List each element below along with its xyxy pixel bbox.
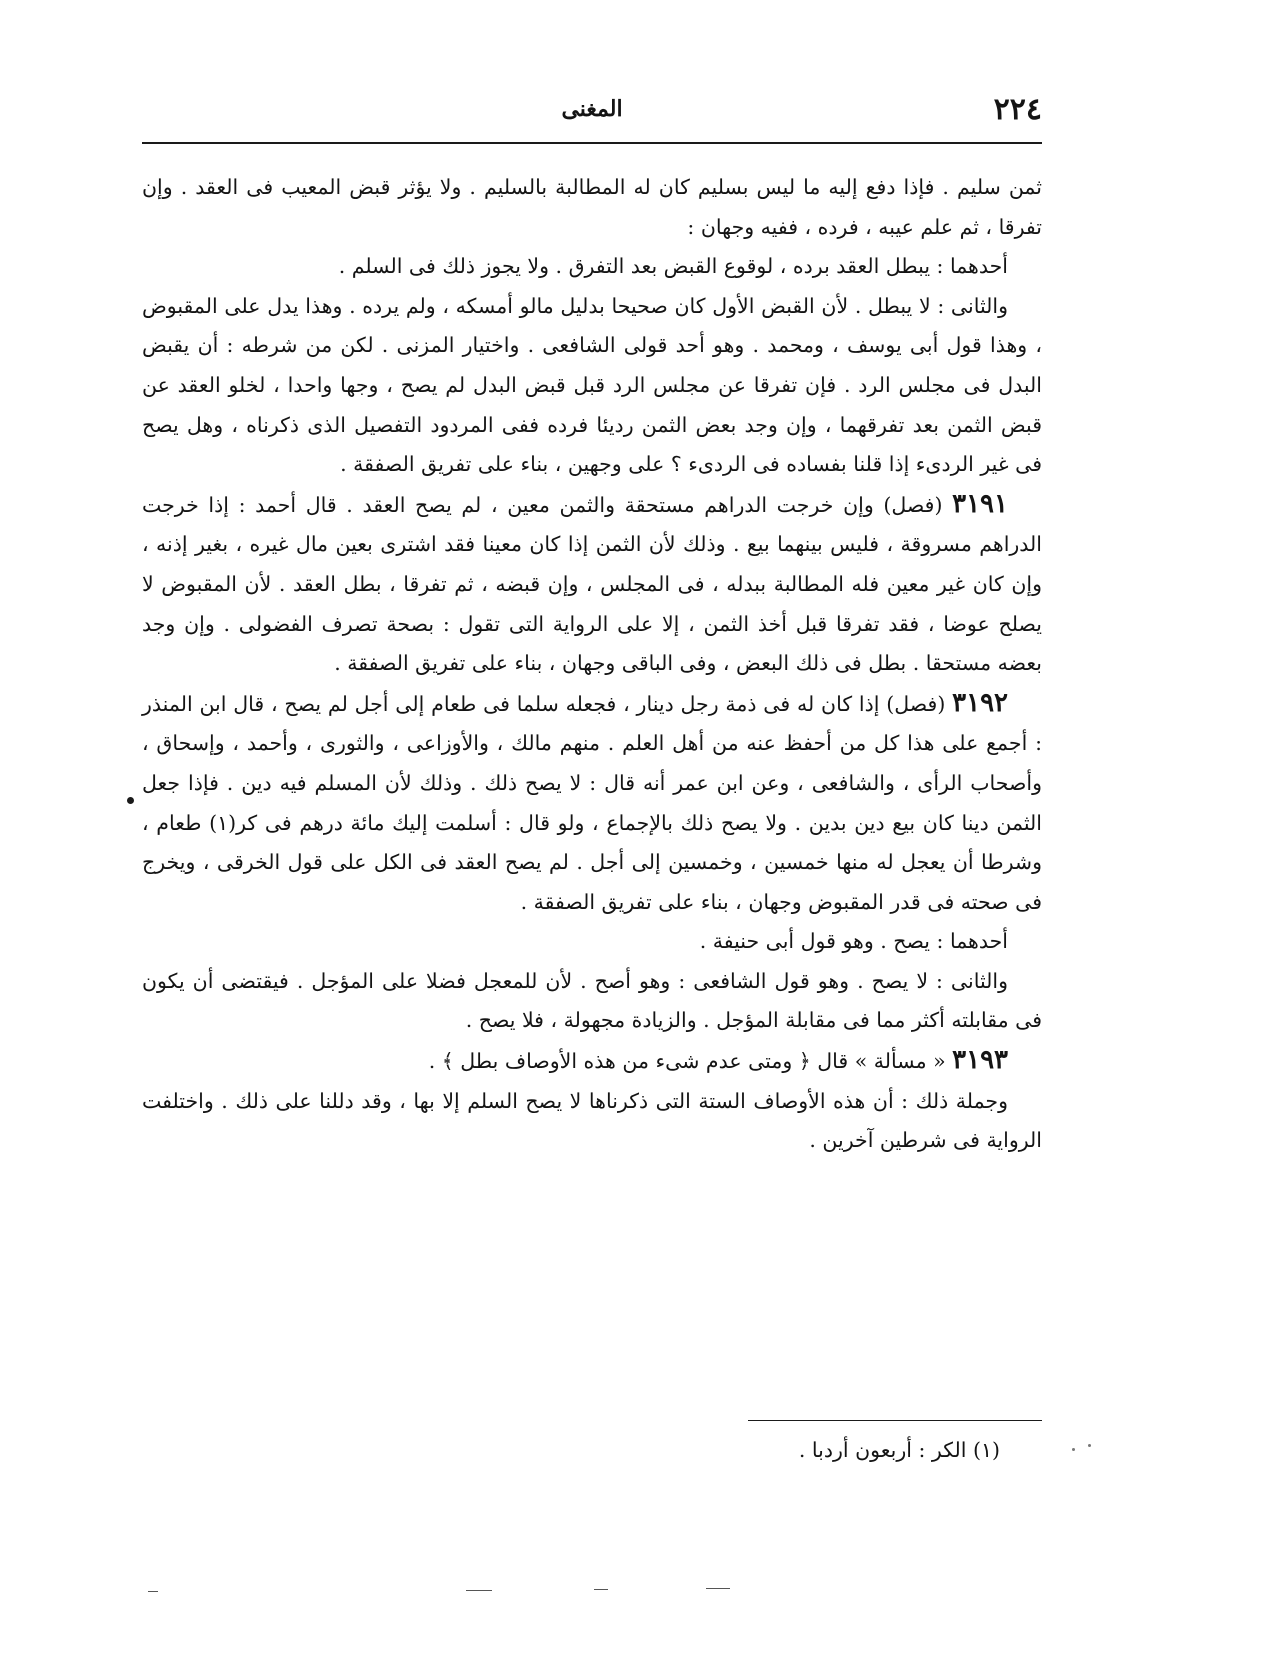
paragraph-section-3193 — [142, 1041, 1042, 1082]
section-number: ٣١٩٣ — [952, 1045, 1008, 1076]
paragraph: أحدهما : يبطل العقد برده ، لوقوع القبض بعد التفرق . ولا يجوز ذلك فى السلم . — [338, 254, 1008, 279]
paragraph-text: (فصل) وإن خرجت الدراهم مستحقة والثمن معين ، لم يصح العقد . قال أحمد : إذا خرجت الدراهم مسروقة ، فليس بينهما بيع . وذلك لأن الثمن إذا كان معينا فقد اشترى بعين مال غيره ، بغير إذنه ، وإن كان غير معين فله المطالبة ببدله ، فى المجلس ، وإن قبضه ، ثم تفرقا ، بطل العقد . لأن المقبوض لا يصلح عوضا ، فقد تفرقا قبل أخذ الثمن ، إلا على الرواية التى تقول : بصحة تصرف الفضولى . وإن وجد بعضه مستحقا . بطل فى ذلك البعض ، وفى الباقى وجهان ، بناء على تفريق الصفقة . — [142, 492, 1042, 676]
scan-artifact — [594, 1589, 608, 1590]
scan-artifact — [706, 1588, 730, 1589]
scan-artifact — [466, 1590, 492, 1591]
page-number: ٢٢٤ — [993, 92, 1042, 127]
margin-dot — [127, 797, 134, 804]
scan-artifact — [1072, 1448, 1075, 1451]
running-title: المغنى — [561, 96, 623, 122]
page-header — [142, 92, 1042, 138]
paragraph: والثانى : لا يصح . وهو قول الشافعى : وهو أصح . لأن للمعجل فضلا على المؤجل . فيقتضى أن يكون فى مقابلته أكثر مما فى مقابلة المؤجل . والزيادة مجهولة ، فلا يصح . — [142, 968, 1042, 1033]
paragraph-text: (فصل) إذا كان له فى ذمة رجل دينار ، فجعله سلما فى طعام إلى أجل لم يصح ، قال ابن المنذر : أجمع على هذا كل من أحفظ عنه من أهل العلم . منهم مالك ، والأوزاعى ، والثورى ، وأحمد ، وإسحاق ، وأصحاب الرأى ، والشافعى ، وعن ابن عمر أنه قال : لا يصح ذلك . وذلك لأن المسلم فيه دين . فإذا جعل الثمن دينا كان بيع دين بدين . ولا يصح ذلك بالإجماع ، ولو قال : أسلمت إليك مائة درهم فى كر(١) طعام ، وشرطا أن يعجل له منها خمسين ، وخمسين إلى أجل . لم يصح العقد فى الكل على قول الخرقى ، ويخرج فى صحته فى قدر المقبوض وجهان ، بناء على تفريق الصفقة . — [142, 691, 1043, 914]
section-number: ٣١٩٢ — [952, 687, 1008, 718]
paragraph: أحدهما : يصح . وهو قول أبى حنيفة . — [699, 929, 1008, 954]
paragraph-text: « مسألة » قال ﴿ ومتى عدم شىء من هذه الأوصاف بطل ﴾ . — [428, 1049, 946, 1074]
footnote-rule — [748, 1420, 1042, 1421]
paragraph-section-3192 — [142, 684, 1042, 923]
paragraph: والثانى : لا يبطل . لأن القبض الأول كان صحيحا بدليل مالو أمسكه ، ولم يرده . وهذا يدل على المقبوض ، وهذا قول أبى يوسف ، ومحمد . وهو أحد قولى الشافعى . واختيار المزنى . لكن من شرطه : أن يقبض البدل فى مجلس الرد . فإن تفرقا عن مجلس الرد قبل قبض البدل لم يصح ، وجها واحدا ، لخلو العقد عن قبض الثمن بعد تفرقهما ، وإن وجد بعض الثمن رديئا فرده ففى المردود التفصيل الذى ذكرناه ، وهل يصح فى غير الردىء إذا قلنا بفساده فى الردىء ؟ على وجهين ، بناء على تفريق الصفقة . — [142, 293, 1042, 477]
section-number: ٣١٩١ — [952, 488, 1008, 519]
paragraph-section-3191 — [142, 485, 1042, 684]
scan-artifact — [148, 1591, 158, 1592]
paragraph: وجملة ذلك : أن هذه الأوصاف الستة التى ذكرناها لا يصح السلم إلا بها ، وقد دللنا على ذلك . واختلفت الرواية فى شرطين آخرين . — [142, 1088, 1042, 1153]
scan-artifact — [1088, 1444, 1091, 1447]
main-text — [142, 168, 1042, 1161]
header-rule — [142, 142, 1042, 144]
paragraph: ثمن سليم . فإذا دفع إليه ما ليس بسليم كان له المطالبة بالسليم . ولا يؤثر قبض المعيب فى العقد . وإن تفرقا ، ثم علم عيبه ، فرده ، ففيه وجهان : — [142, 175, 1042, 239]
footnote: (١) الكر : أربعون أردبا . — [798, 1438, 1000, 1462]
